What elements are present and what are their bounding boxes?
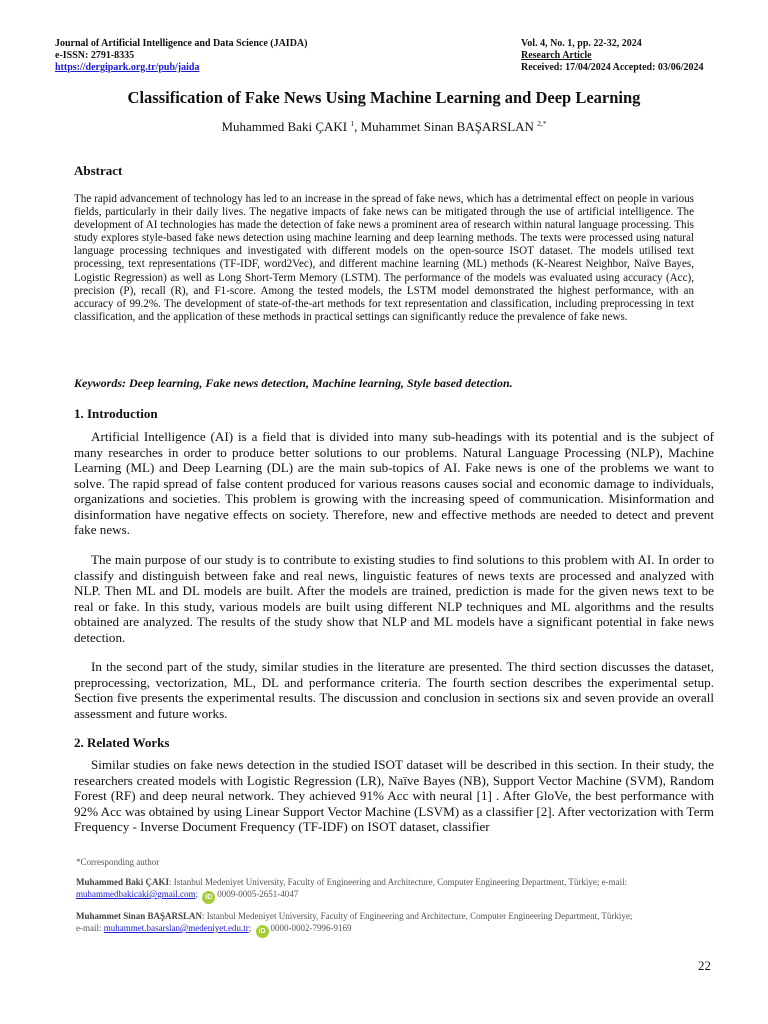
author-2-orcid: 0000-0002-7996-9169 xyxy=(270,923,352,933)
introduction-paragraph-3-text: In the second part of the study, similar studies in the literature are presented. The third section discusses the dataset, preprocessing, vectorization, ML, DL and performance criteria. The fourth section describes the experimental setup. Section five presents the experimental results. The discussion and conclusion in sections six and seven provide an overall assessment and future works. xyxy=(74,659,714,721)
introduction-paragraph-1-text: Artificial Intelligence (AI) is a field that is divided into many sub-headings with its potential and is the subject of many researches in order to produce better solutions to our problems. Natural Language Processing (NLP), Machine Learning (ML) and Deep Learning (DL) are the main sub-topics of AI. Fake news is one of the problems we want to solve. The rapid spread of false content produced for various reasons causes social and economic damage to individuals, organizations and societies. This problem is growing with the increasing speed of communication. Misinformation and disinformation have negative effects on society. Therefore, new and effective methods are needed to detect and prevent fake news. xyxy=(74,429,714,537)
introduction-paragraph-2-text: The main purpose of our study is to contribute to existing studies to find solutions to this problem with AI. In order to classify and distinguish between fake and real news, linguistic features of news texts are processed and analyzed with NLP. Then ML and DL models are built. After the models are trained, prediction is made for the given news text to be real or fake. In this study, various models are built using different NLP techniques and ML algorithms and the results obtained are analyzed. The results of the study show that NLP and ML models have a significant potential in fake news detection. xyxy=(74,552,714,645)
introduction-paragraph-1 xyxy=(74,429,714,538)
author-2-affiliation-mark: 2,* xyxy=(537,119,547,128)
author-1-email-link[interactable]: muhammedbakicaki@gmail.com xyxy=(76,889,196,899)
footnote-author-1-affiliation: : Istanbul Medeniyet University, Faculty of Engineering and Architecture, Computer Engineering Department, Türkiye; e-mail: xyxy=(169,877,628,887)
author-1: Muhammed Baki ÇAKI xyxy=(221,119,348,134)
paper-title: Classification of Fake News Using Machine Learning and Deep Learning xyxy=(127,88,641,107)
introduction-heading: 1. Introduction xyxy=(74,406,158,421)
footnote-author-2-name: Muhammet Sinan BAŞARSLAN xyxy=(76,911,203,921)
page-number: 22 xyxy=(698,958,711,973)
orcid-icon[interactable]: iD xyxy=(202,891,215,904)
introduction-paragraph-3 xyxy=(74,659,714,721)
footnote-author-1-name: Muhammed Baki ÇAKI xyxy=(76,877,170,887)
article-type: Research Article xyxy=(521,50,592,61)
journal-header-left xyxy=(55,38,307,74)
abstract-heading: Abstract xyxy=(74,163,123,178)
journal-url-link[interactable]: https://dergipark.org.tr/pub/jaida xyxy=(55,62,200,73)
author-2-footnote: Muhammet Sinan BAŞARSLAN: Istanbul Medeniyet University, Faculty of Engineering and Architecture, Computer Engineering Department, Türkiye; e-mail: muhammet.basarslan@medeniyet.edu.tr; iD 0000-0002-7996-9169 xyxy=(76,910,720,938)
author-separator: , xyxy=(354,119,361,134)
eissn: e-ISSN: 2791-8335 xyxy=(55,50,135,61)
author-1-orcid: 0009-0005-2651-4047 xyxy=(217,889,299,899)
author-2-email-link[interactable]: muhammet.basarslan@medeniyet.edu.tr xyxy=(103,923,249,933)
volume-info: Vol. 4, No. 1, pp. 22-32, 2024 xyxy=(521,38,642,49)
journal-header-right xyxy=(521,38,703,74)
orcid-icon[interactable]: iD xyxy=(256,925,269,938)
footnote-email-prefix: e-mail: xyxy=(76,923,104,933)
abstract-text: The rapid advancement of technology has led to an increase in the spread of fake news, which has a detrimental effect on people in various fields, particularly in their daily lives. The negative impacts of fake news can be mitigated through the use of artificial intelligence. The development of AI technologies has made the detection of fake news a prominent area of research within natural language processing. This study explores style-based fake news detection using machine learning and deep learning methods. The texts were processed using natural language processing techniques and investigated with different models on the open-source ISOT dataset. The models utilised text processing, text representations (TF-IDF, word2Vec), and different machine learning (ML) methods (K-Nearest Neighbor, Naïve Bayes, Logistic Regression) as well as Long Short-Term Memory (LSTM). The performance of the models was evaluated using accuracy (Acc), precision (P), recall (R), and F1-score. Among the tested models, the LSTM model demonstrated the highest performance, with an accuracy of 99.2%. The development of state-of-the-art methods for text representation and classification, including preprocessing in text classification, and the application of these methods in practical settings can significantly reduce the prevalence of fake news. xyxy=(74,193,694,323)
related-works-heading: 2. Related Works xyxy=(74,735,170,750)
corresponding-author-note: *Corresponding author xyxy=(76,857,160,867)
introduction-paragraph-2 xyxy=(74,552,714,645)
author-1-footnote: Muhammed Baki ÇAKI: Istanbul Medeniyet University, Faculty of Engineering and Architecture, Computer Engineering Department, Türkiye; e-mail: muhammedbakicaki@gmail.com; iD 0009-0005-2651-4047 xyxy=(76,876,720,904)
journal-name: Journal of Artificial Intelligence and Data Science (JAIDA) xyxy=(55,38,308,49)
related-works-paragraph-1-text: Similar studies on fake news detection in the studied ISOT dataset will be described in this section. In their study, the researchers created models with Logistic Regression (LR), Naïve Bayes (NB), Support Vector Machine (SVM), Random Forest (RF) and deep neural network. They achieved 91% Acc with neural [1] . After GloVe, the best performance with 92% Acc was obtained by using Linear Support Vector Machine (LSVM) as a classifier [2]. After vectorization with Term Frequency - Inverse Document Frequency (TF-IDF) on ISOT dataset, classifier xyxy=(74,757,714,834)
author-line xyxy=(0,119,768,135)
keywords: Keywords: Deep learning, Fake news detection, Machine learning, Style based detection. xyxy=(74,376,513,390)
author-1-affiliation-mark: 1 xyxy=(350,119,355,128)
received-accepted-dates: Received: 17/04/2024 Accepted: 03/06/2024 xyxy=(521,62,704,73)
footnote-author-2-affiliation: : Istanbul Medeniyet University, Faculty of Engineering and Architecture, Computer Engineering Department, Türkiye; xyxy=(202,911,633,921)
related-works-paragraph-1 xyxy=(74,757,714,835)
author-2: Muhammet Sinan BAŞARSLAN xyxy=(360,119,534,134)
